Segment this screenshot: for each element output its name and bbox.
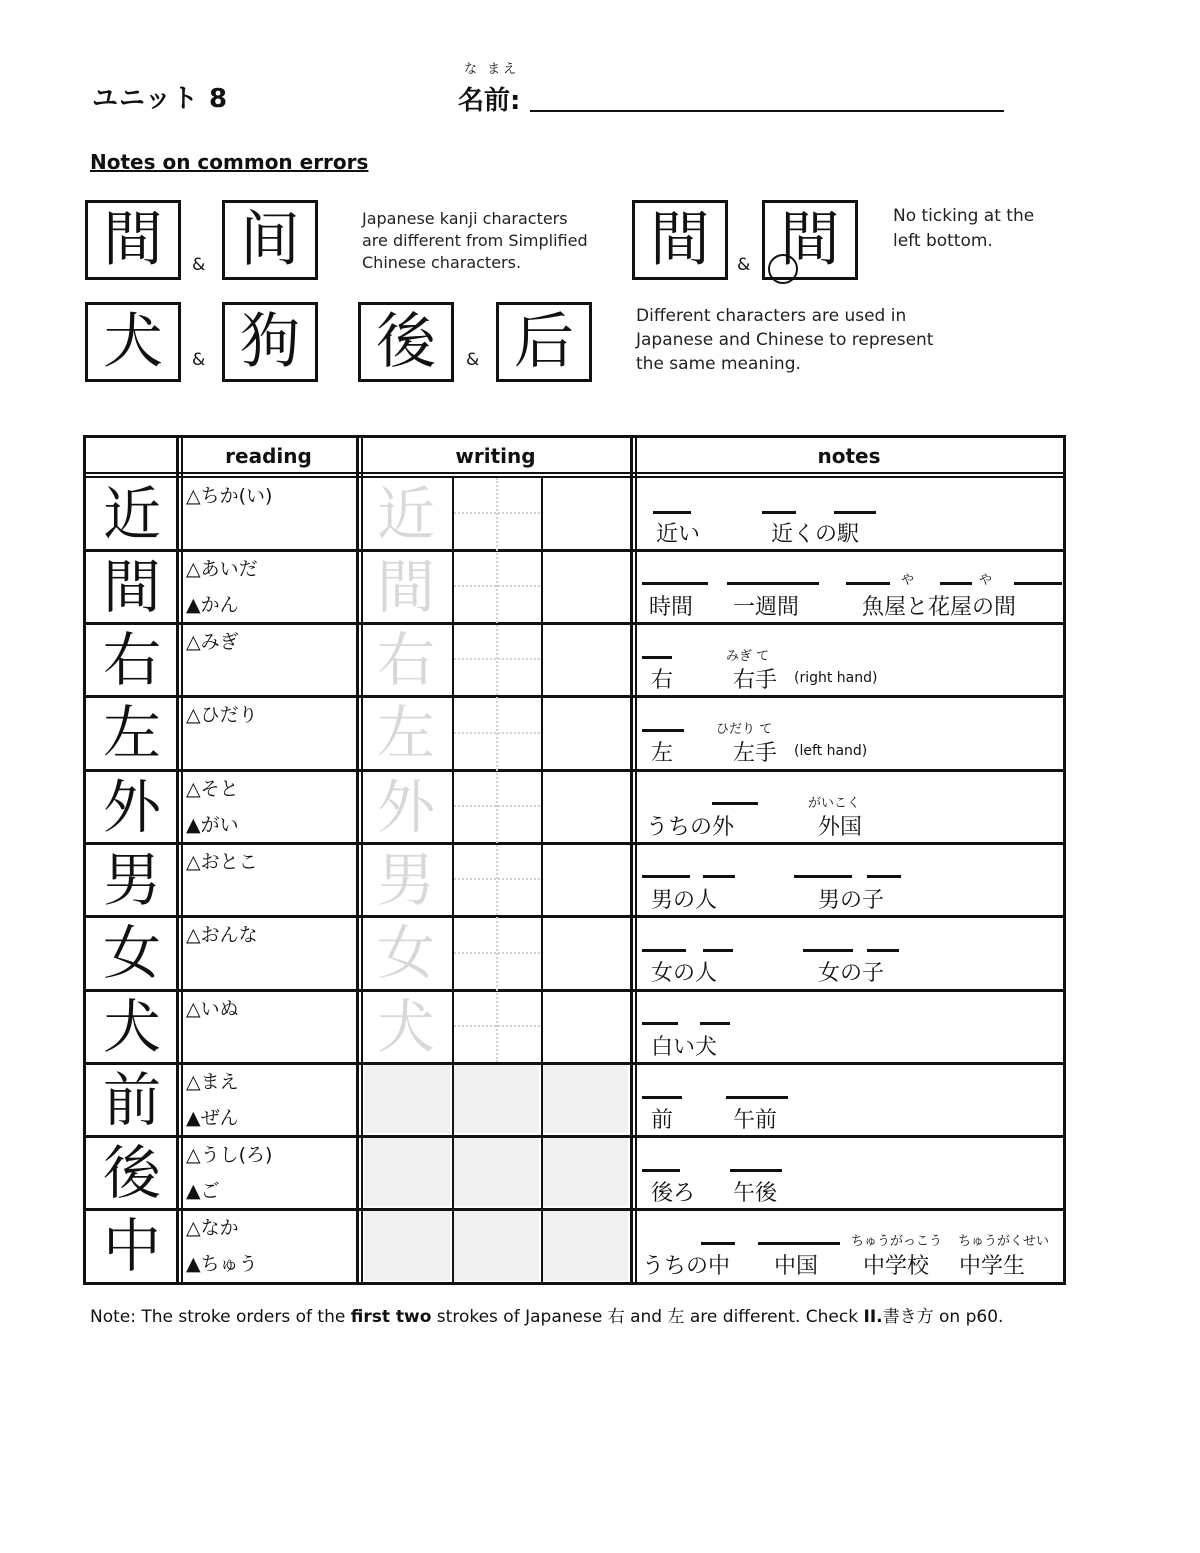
note-word: 男の人 [651,888,718,913]
unit-title: ユニット 8 [92,84,229,114]
row-kanji: 女 [102,919,161,987]
name-input-line[interactable] [530,110,1004,112]
header-writing: writing [455,444,536,468]
footer-note: Note: The stroke orders of the first two strokes of Japanese 右 and 左 are different. Check II.書き方 on p60. [90,1307,1004,1327]
note-word: うちの中 [642,1254,731,1279]
row-kanji: 間 [102,553,161,621]
note-gloss: (right hand) [794,670,878,686]
row-kanji: 近 [102,480,161,548]
row-reading: △ちか(い) [186,485,273,507]
row-reading: △あいだ [186,558,258,580]
note-word: 女の子 [818,961,885,986]
note-word: 中学校 [863,1254,930,1279]
header-reading: reading [225,444,312,468]
ampersand: & [466,350,480,370]
row-reading-on: ▲がい [186,814,239,836]
trace-kanji: 右 [376,626,435,694]
trace-kanji: 近 [376,480,435,548]
row-reading-on: ▲かん [186,594,239,616]
row-kanji: 外 [102,773,161,841]
name-label: 名前: [458,86,521,116]
compare-kanji-japanese-after: 後 [358,302,454,382]
note-word: 左 [651,741,674,766]
compare-note-ticking: No ticking at the left bottom. [893,206,1035,251]
row-kanji: 前 [102,1066,161,1134]
trace-kanji: 間 [376,553,435,621]
trace-kanji: 左 [376,699,435,767]
note-ruby: ひだり て [716,722,773,737]
note-ruby: ちゅうがくせい [958,1234,1050,1249]
compare-kanji-incorrect: 間 [762,200,858,280]
name-ruby: な まえ [464,62,520,77]
note-word: 一週間 [733,595,800,620]
compare-note-simplified: Japanese kanji characters are different from Simplified Chinese characters. [362,209,588,272]
row-reading: △ひだり [186,704,258,726]
row-reading: △いぬ [186,998,239,1020]
note-word: 午後 [733,1181,778,1206]
row-kanji: 中 [102,1212,161,1280]
note-word: 中国 [774,1254,819,1279]
note-word: 近くの駅 [771,522,860,547]
row-kanji: 左 [102,699,161,767]
ampersand: & [192,350,206,370]
trace-kanji: 犬 [376,993,435,1061]
note-word: 男の子 [818,888,885,913]
row-kanji: 犬 [102,993,161,1061]
note-word: 時間 [649,595,694,620]
header-notes: notes [817,444,881,468]
compare-kanji-japanese: 間 [85,200,181,280]
note-ruby: ちゅうがっこう [851,1234,943,1249]
note-word: 外国 [818,815,863,840]
row-reading: △おとこ [186,851,258,873]
compare-kanji-japanese-dog: 犬 [85,302,181,382]
compare-kanji-correct: 間 [632,200,728,280]
note-ruby: がいこく [808,796,861,811]
error-circle-icon [768,254,798,284]
note-word: うちの外 [646,815,735,840]
row-kanji: 右 [102,626,161,694]
row-reading-on: ▲ぜん [186,1107,239,1129]
note-word: 魚屋と花屋の間 [862,595,1017,620]
trace-kanji: 外 [376,773,435,841]
note-word: 中学生 [959,1254,1026,1279]
trace-kanji: 女 [376,919,435,987]
row-kanji: 男 [102,846,161,914]
note-word: 女の人 [651,961,718,986]
note-word: 午前 [733,1108,778,1133]
note-word: 白い犬 [651,1035,718,1060]
note-gloss: (left hand) [794,743,868,759]
compare-note-different-chars: Different characters are used in Japanese and Chinese to represent the same meaning. [636,306,934,374]
notes-title: Notes on common errors [90,150,369,174]
note-ruby: や [901,573,915,588]
row-reading: △まえ [186,1071,239,1093]
trace-kanji: 男 [376,846,435,914]
note-word: 前 [651,1108,674,1133]
ampersand: & [192,255,206,275]
note-word: 右手 [733,668,778,693]
row-kanji: 後 [102,1139,161,1207]
row-reading: △おんな [186,924,258,946]
compare-kanji-chinese-dog: 狗 [222,302,318,382]
row-reading-on: ▲ちゅう [186,1253,258,1275]
kanji-table [83,435,1066,1285]
row-reading: △そと [186,778,239,800]
note-word: 近い [656,522,701,547]
row-reading-on: ▲ご [186,1180,220,1202]
row-reading: △うし(ろ) [186,1144,273,1166]
note-ruby: や [979,573,993,588]
note-word: 右 [651,668,674,693]
ampersand: & [737,255,751,275]
compare-kanji-chinese: 间 [222,200,318,280]
compare-kanji-chinese-after: 后 [496,302,592,382]
row-reading: △みぎ [186,631,239,653]
note-word: 後ろ [651,1181,696,1206]
note-word: 左手 [733,741,778,766]
row-reading: △なか [186,1217,239,1239]
note-ruby: みぎ て [726,649,770,664]
